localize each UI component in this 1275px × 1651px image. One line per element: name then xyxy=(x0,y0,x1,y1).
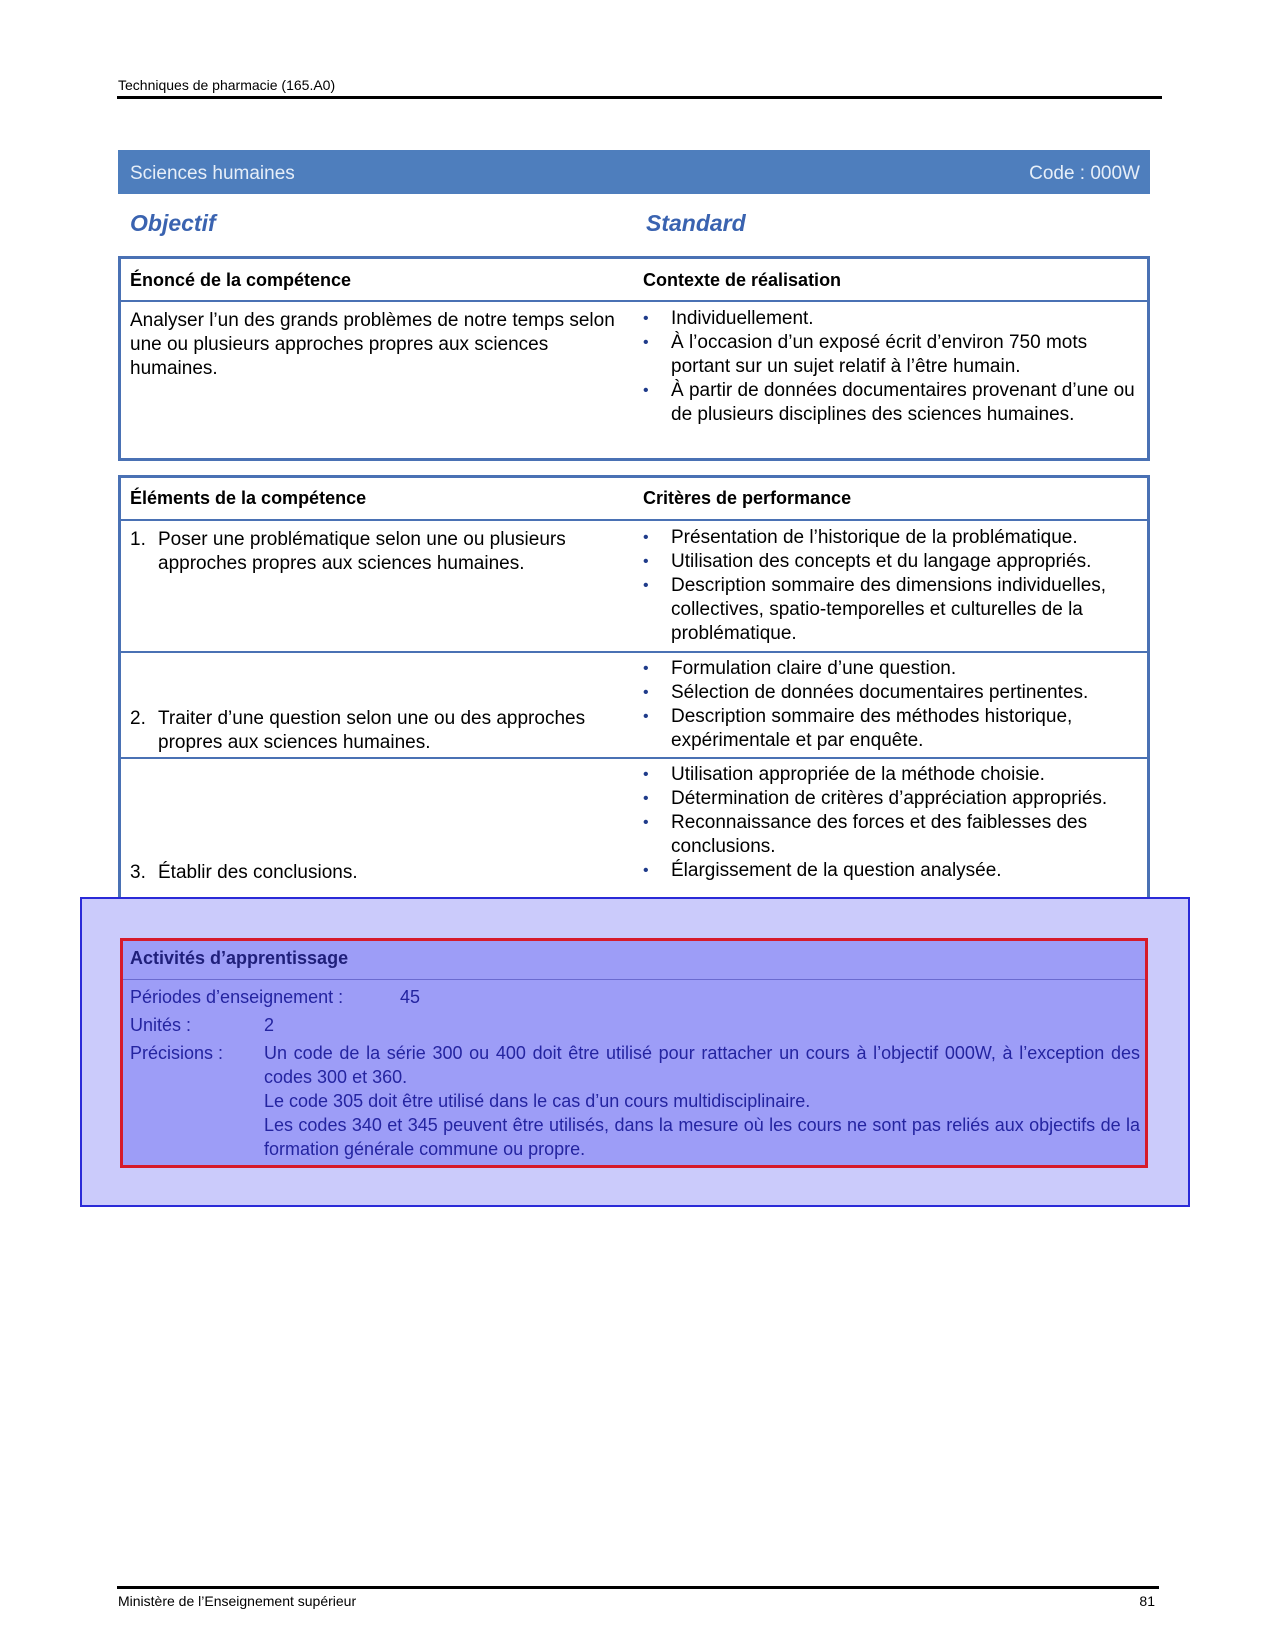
band-code: Code : 000W xyxy=(1029,163,1140,184)
criteria-item: • Description sommaire des méthodes historique, expérimentale et par enquête. xyxy=(643,705,1148,753)
criteria-list xyxy=(643,763,1148,883)
criteria-item: • Formulation claire d’une question. xyxy=(643,657,1148,681)
standard-heading: Standard xyxy=(646,210,746,236)
context-list xyxy=(643,307,1143,427)
element-item xyxy=(130,707,648,755)
element-item xyxy=(130,861,648,885)
elements-divider xyxy=(121,519,1147,521)
units-label: Unités : xyxy=(130,1015,192,1035)
elements-heading-right: Critères de performance xyxy=(643,488,852,508)
elements-heading-left: Éléments de la compétence xyxy=(130,488,367,508)
competence-divider xyxy=(121,300,1147,302)
activities-divider xyxy=(123,979,1145,980)
criteria-item: • Présentation de l’historique de la problématique. xyxy=(643,526,1148,550)
precisions-body xyxy=(264,1041,1140,1161)
footer-ministry: Ministère de l’Enseignement supérieur xyxy=(118,1593,357,1609)
precisions-label: Précisions : xyxy=(130,1043,224,1063)
element-text: Poser une problématique selon une ou plusieurs approches propres aux sciences humaines. xyxy=(158,529,566,574)
criteria-item: • Description sommaire des dimensions individuelles, collectives, spatio-temporelles et culturelles de la problématique. xyxy=(643,574,1148,646)
criteria-list xyxy=(643,657,1148,753)
criteria-item: • Sélection de données documentaires pertinentes. xyxy=(643,681,1148,705)
criteria-item: • Reconnaissance des forces et des faiblesses des conclusions. xyxy=(643,811,1148,859)
element-text: Traiter d’une question selon une ou des approches propres aux sciences humaines. xyxy=(158,708,586,753)
row-divider xyxy=(121,757,1147,759)
element-number: 3. xyxy=(130,862,146,883)
footer-page-number: 81 xyxy=(1139,1593,1155,1609)
header-program: Techniques de pharmacie (165.A0) xyxy=(118,77,336,93)
criteria-list xyxy=(643,526,1148,646)
element-number: 1. xyxy=(130,529,146,550)
objective-heading: Objectif xyxy=(130,210,216,236)
periods-value: 45 xyxy=(400,987,421,1007)
activities-title: Activités d’apprentissage xyxy=(130,948,349,968)
element-text: Établir des conclusions. xyxy=(158,862,358,883)
precision-paragraph: Le code 305 doit être utilisé dans le cas d’un cours multidisciplinaire. xyxy=(264,1091,811,1111)
periods-label: Périodes d’enseignement : xyxy=(130,987,344,1007)
competence-heading-right: Contexte de réalisation xyxy=(643,270,842,290)
context-item: • À l’occasion d’un exposé écrit d’environ 750 mots portant sur un sujet relatif à l’être humain. xyxy=(643,331,1143,379)
band-title: Sciences humaines xyxy=(130,163,295,184)
context-item: • Individuellement. xyxy=(643,307,1143,331)
row-divider xyxy=(121,651,1147,653)
footer-rule xyxy=(117,1586,1159,1589)
header-rule xyxy=(117,96,1162,99)
competence-heading-left: Énoncé de la compétence xyxy=(130,270,352,290)
units-value: 2 xyxy=(264,1015,275,1035)
competence-statement: Analyser l’un des grands problèmes de notre temps selon une ou plusieurs approches propres aux sciences humaines. xyxy=(130,310,615,379)
criteria-item: • Utilisation appropriée de la méthode choisie. xyxy=(643,763,1148,787)
element-item xyxy=(130,528,648,576)
element-number: 2. xyxy=(130,708,146,729)
context-item: • À partir de données documentaires provenant d’une ou de plusieurs disciplines des sciences humaines. xyxy=(643,379,1143,427)
precision-paragraph: Un code de la série 300 ou 400 doit être utilisé pour rattacher un cours à l’objectif 000W, à l’exception des codes 300 et 360. xyxy=(264,1043,1140,1087)
criteria-item: • Détermination de critères d’appréciation appropriés. xyxy=(643,787,1148,811)
criteria-item: • Utilisation des concepts et du langage appropriés. xyxy=(643,550,1148,574)
criteria-item: • Élargissement de la question analysée. xyxy=(643,859,1148,883)
precision-paragraph: Les codes 340 et 345 peuvent être utilisés, dans la mesure où les cours ne sont pas reliés aux objectifs de la formation générale commune ou propre. xyxy=(264,1115,1140,1159)
